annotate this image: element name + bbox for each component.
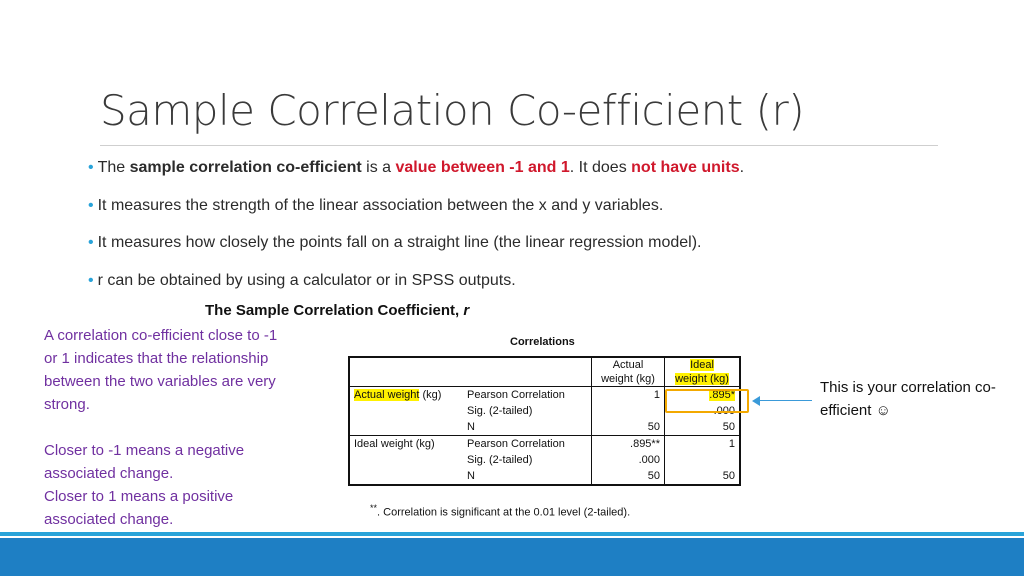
- bullet-item: [88, 158, 744, 178]
- bullet-text-emphasis: not have units: [631, 159, 740, 176]
- bullet-dot-icon: •: [88, 196, 94, 214]
- footer-bar: [0, 538, 1024, 576]
- figure-title: [205, 302, 469, 319]
- bullet-text-bold: sample correlation co-efficient: [129, 159, 362, 176]
- left-note: [44, 324, 294, 531]
- figure-title-symbol: r: [463, 302, 470, 319]
- table-footnote: [370, 503, 630, 519]
- bullet-text: The: [97, 159, 130, 176]
- col-header-ideal: [665, 357, 741, 387]
- stat-label: Sig. (2-tailed): [463, 403, 592, 419]
- table-row: [349, 452, 740, 468]
- left-note-paragraph: A correlation co-efficient close to -1 or 1 indicates that the relationship between the two variables are very strong.: [44, 327, 278, 413]
- stat-label: N: [463, 468, 592, 485]
- cell-value: [592, 403, 665, 419]
- col-header-line: weight (kg): [675, 373, 729, 385]
- row-variable: [349, 452, 463, 468]
- table-row: [349, 436, 740, 453]
- cell-value-highlight: .895*: [709, 389, 735, 401]
- footnote-text: . Correlation is significant at the 0.01 level (2-tailed).: [377, 506, 631, 519]
- stat-label: Pearson Correlation: [463, 436, 592, 453]
- bullet-dot-icon: •: [88, 234, 94, 251]
- bullet-list: [88, 158, 744, 308]
- table-row: [349, 419, 740, 436]
- slide-title: Sample Correlation Co-efficient (r): [100, 86, 805, 135]
- row-variable-unit: (kg): [419, 389, 442, 401]
- figure-title-text: The Sample Correlation Coefficient,: [205, 302, 464, 319]
- bullet-text: .: [739, 159, 745, 176]
- cell-value: 1: [728, 438, 735, 450]
- col-header-line: weight (kg): [601, 373, 655, 385]
- correlations-table: [348, 356, 741, 486]
- row-variable: [349, 419, 463, 436]
- highlight-box: [665, 389, 749, 413]
- row-variable-label: Actual weight: [354, 389, 420, 401]
- col-header-actual: [592, 357, 665, 387]
- cell-value: 50: [592, 468, 665, 485]
- row-variable: [349, 468, 463, 485]
- bullet-text-emphasis: value between -1 and 1: [395, 159, 570, 176]
- row-variable: [349, 403, 463, 419]
- col-header-line: Actual: [612, 359, 644, 371]
- left-note-paragraph: Closer to 1 means a positive associated change.: [44, 488, 234, 528]
- header-empty: [349, 357, 463, 387]
- cell-value: .895**: [592, 436, 665, 453]
- row-variable: Ideal weight (kg): [354, 438, 435, 450]
- bullet-text: . It does: [569, 159, 632, 176]
- arrow-left-icon: [752, 396, 760, 406]
- right-note: This is your correlation co-efficient ☺: [820, 379, 996, 419]
- bullet-text: It measures the strength of the linear association between the x and y variables.: [97, 196, 664, 214]
- footnote-mark: **: [370, 503, 378, 513]
- bullet-text: r can be obtained by using a calculator or in SPSS outputs.: [97, 271, 516, 289]
- callout-arrow-line: [755, 400, 812, 401]
- stat-label: Sig. (2-tailed): [463, 452, 592, 468]
- bullet-text: It measures how closely the points fall on a straight line (the linear regression model).: [97, 234, 702, 251]
- cell-value: 50: [722, 421, 735, 433]
- table-caption: Correlations: [510, 336, 575, 348]
- stat-label: N: [463, 419, 592, 436]
- footer-accent-line: [0, 532, 1024, 536]
- cell-value: .000: [592, 452, 665, 468]
- cell-value: [665, 452, 741, 468]
- bullet-item: [88, 196, 744, 216]
- bullet-text: is a: [361, 159, 396, 176]
- cell-value: 1: [592, 387, 665, 404]
- stat-label: Pearson Correlation: [463, 387, 592, 404]
- cell-value: .000: [713, 405, 735, 417]
- cell-value: 50: [592, 419, 665, 436]
- bullet-dot-icon: •: [88, 271, 94, 289]
- row-variable: [349, 387, 463, 404]
- col-header-line: Ideal: [690, 359, 714, 371]
- table-header-row: [349, 357, 740, 387]
- title-divider: [100, 145, 938, 146]
- table-row: [349, 468, 740, 485]
- bullet-dot-icon: •: [88, 159, 94, 176]
- bullet-item: [88, 271, 744, 291]
- cell-value: 50: [722, 470, 735, 482]
- header-empty: [463, 357, 592, 387]
- bullet-item: [88, 233, 744, 253]
- left-note-paragraph: Closer to -1 means a negative associated change.: [44, 442, 245, 482]
